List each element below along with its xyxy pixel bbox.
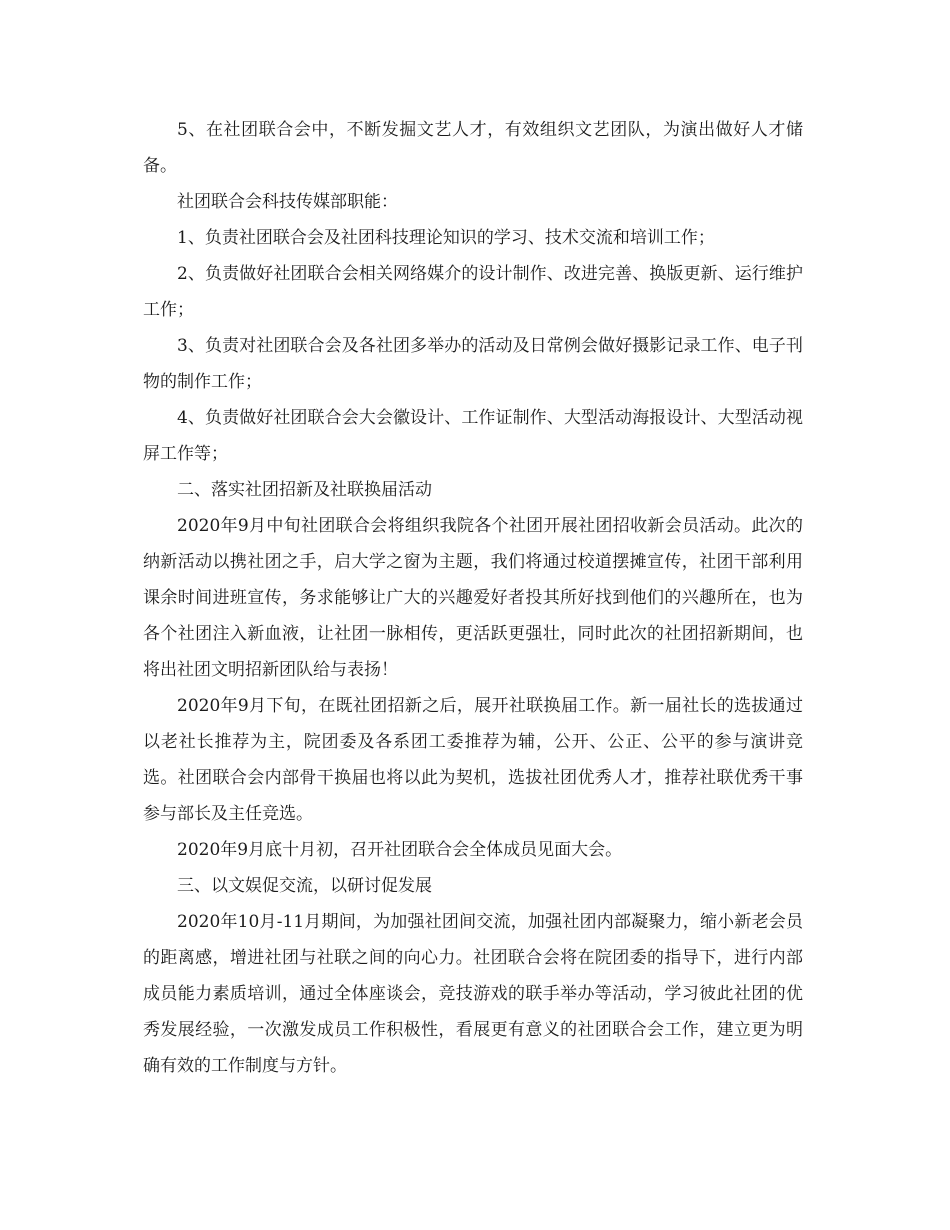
section-heading-3: 三、以文娱促交流，以研讨促发展 — [177, 876, 432, 896]
document-page — [143, 112, 803, 1084]
paragraph-12: 2020年10月-11月期间，为加强社团间交流，加强社团内部凝聚力，缩小新老会员的距离感，增进社团与社联之间的向心力。社团联合会将在院团委的指导下，进行内部成员能力素质培训，通过全体座谈会，竞技游戏的联手举办等活动，学习彼此社团的优秀发展经验，一次激发成员工作积极性，看展更有意义的社团联合会工作，建立更为明确有效的工作制度与方针。 — [143, 912, 803, 1076]
paragraph-2: 社团联合会科技传媒部职能： — [177, 192, 398, 212]
paragraph-6: 4、负责做好社团联合会大会徽设计、工作证制作、大型活动海报设计、大型活动视屏工作等； — [143, 408, 803, 464]
paragraph-10: 2020年9月底十月初，召开社团联合会全体成员见面大会。 — [177, 840, 623, 860]
paragraph-5: 3、负责对社团联合会及各社团多举办的活动及日常例会做好摄影记录工作、电子刊物的制作工作； — [143, 336, 803, 392]
paragraph-1: 5、在社团联合会中，不断发掘文艺人才，有效组织文艺团队，为演出做好人才储备。 — [143, 120, 803, 176]
section-heading-2: 二、落实社团招新及社联换届活动 — [177, 480, 432, 500]
paragraph-9: 2020年9月下旬，在既社团招新之后，展开社联换届工作。新一届社长的选拔通过以老社长推荐为主，院团委及各系团工委推荐为辅，公开、公正、公平的参与演讲竞选。社团联合会内部骨干换届也将以此为契机，选拔社团优秀人才，推荐社联优秀干事参与部长及主任竞选。 — [143, 696, 803, 824]
paragraph-4: 2、负责做好社团联合会相关网络媒介的设计制作、改进完善、换版更新、运行维护工作； — [143, 264, 803, 320]
paragraph-3: 1、负责社团联合会及社团科技理论知识的学习、技术交流和培训工作； — [177, 228, 715, 248]
paragraph-8: 2020年9月中旬社团联合会将组织我院各个社团开展社团招收新会员活动。此次的纳新活动以携社团之手，启大学之窗为主题，我们将通过校道摆摊宣传，社团干部利用课余时间进班宣传，务求能够让广大的兴趣爱好者投其所好找到他们的兴趣所在，也为各个社团注入新血液，让社团一脉相传，更活跃更强壮，同时此次的社团招新期间，也将出社团文明招新团队给与表扬！ — [143, 516, 803, 680]
